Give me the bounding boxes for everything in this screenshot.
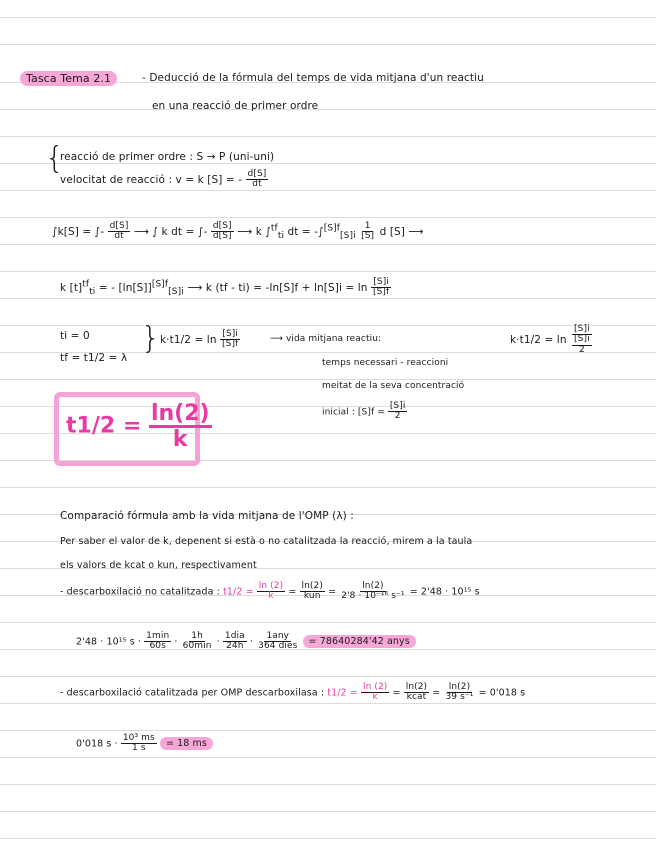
right-equation: k·t1/2 = ln $\frac{[S]i}{\frac{[S]i}{2}}$ <box>510 324 590 355</box>
uncatalyzed-line: - descarboxilació no catalitzada : t1/2 = $\frac{\ln (2)}{k}$ = $\frac{\ln(2)}{\text{kun}}$ = $\frac{\ln(2)}{\text{2'8 · 10⁻¹⁶ s⁻¹}}$ = 2'48 · 10¹⁵ s <box>60 581 480 602</box>
comparison-intro-1: Per saber el valor de k, depenent si està o no catalitzada la reacció, mirem a la taula <box>60 536 473 547</box>
note-initial: inicial : [S]f = $\frac{[S]i}{2}$ <box>322 401 406 422</box>
derivation-row-2: k $[t]^{tf}_{ti}$ = - $[\ln[S]]^{[S]f}_{[S]i}$ ⟶ k (tf - ti) = -ln[S]f + ln[S]i = ln $\frac{[S]i}{[S]f}$ <box>60 277 390 298</box>
derivation-row-1: ∫k[S] = ∫- $\frac{d[S]}{dt}$ ⟶ ∫ k dt = ∫- $\frac{d[S]}{d[S]}$ ⟶ k ∫$^{tf}_{ti}$ dt = -∫$^{[S]f}_{[S]i}$ $\frac{1}{[S]}$ d [S] ⟶ <box>52 221 424 242</box>
task-tag: Tasca Tema 2.1 <box>20 71 117 86</box>
definition-velocity: velocitat de reacció : v = k [S] = - $\frac{d[S]}{dt}$ <box>60 169 267 190</box>
ti-condition: ti = 0 <box>60 330 90 342</box>
comparison-heading: Comparació fórmula amb la vida mitjana de l'OMP (λ) : <box>60 510 354 522</box>
uncatalyzed-conversion: 2'48 · 10¹⁵ s · $\frac{1\min}{60s}$ · $\frac{1h}{60\min}$ · $\frac{\text{1dia}}{24h}$ · $\frac{\text{1any}}{\text{364 dies}}$ = 78640284'42 anys <box>76 632 416 652</box>
conditions-brace: { <box>140 321 160 356</box>
note-half-life: ⟶ vida mitjana reactiu: <box>270 334 382 344</box>
title-line-1: - Deducció de la fórmula del temps de vida mitjana d'un reactiu <box>142 72 484 84</box>
comparison-intro-2: els valors de kcat o kun, respectivament <box>60 560 257 571</box>
catalyzed-conversion: 0'018 s · $\frac{\text{10³ ms}}{1 s}$ = 18 ms <box>76 734 213 754</box>
title-line-2: en una reacció de primer ordre <box>152 100 319 112</box>
note-time: temps necessari - reaccioni <box>322 358 449 368</box>
catalyzed-line: - descarboxilació catalitzada per OMP descarboxilasa : t1/2 = $\frac{\ln (2)}{k}$ = $\frac{\ln(2)}{\text{kcat}}$ = $\frac{\ln(2)}{\text{39 s⁻¹}}$ = 0'018 s <box>60 682 526 703</box>
tf-condition: tf = t1/2 = λ <box>60 352 128 364</box>
note-half-concentration: meitat de la seva concentració <box>322 381 465 391</box>
definition-order: reacció de primer ordre : S → P (uni-uni) <box>60 151 275 163</box>
definitions-brace: { <box>45 141 65 176</box>
half-life-result: t1/2 = $\frac{\ln(2)}{k}$ <box>66 401 210 453</box>
half-life-equation: k·t1/2 = ln $\frac{[S]i}{[S]f}$ <box>160 329 239 350</box>
